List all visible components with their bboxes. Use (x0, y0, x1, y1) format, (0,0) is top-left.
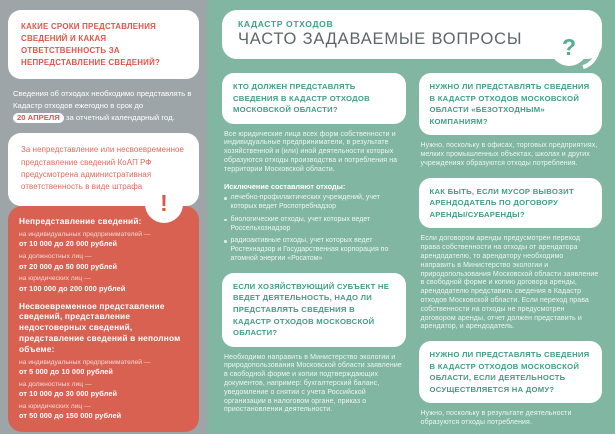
exception-item (224, 216, 404, 234)
page-title: ЧАСТО ЗАДАВАЕМЫЕ ВОПРОСЫ (238, 30, 523, 48)
fine-item (19, 403, 188, 421)
exception-text: лечебно-профилактических учреждений, учет которых ведет Роспотребнадзор (230, 194, 380, 210)
fine-label: на юридических лиц — (19, 403, 91, 411)
bullet-dot-icon (224, 197, 227, 200)
deadline-date-badge: 20 АПРЕЛЯ (13, 113, 64, 123)
answer-text: Необходимо направить в Министерство экологии и природопользования Московской области заявление в свободной форме и копии подтверждающих документов, например: бухгалтерский баланс, уведомление о снятии с учета Российской организации в налоговом органе, приказ о приостановлении деятельности. (224, 353, 402, 414)
faq-column-right (419, 73, 603, 434)
exclamation-icon: ! (145, 185, 183, 223)
fine-amount: от 100 000 до 200 000 рублей (19, 283, 126, 293)
fine-amount: от 10 000 до 30 000 рублей (19, 389, 118, 399)
fines-card (8, 206, 199, 432)
exceptions-title: Исключение составляют отходы: (224, 181, 346, 191)
fine-label: на юридических лиц — (19, 275, 91, 283)
fine-label: на индивидуальных предпринимателей — (19, 231, 151, 239)
left-column (0, 0, 207, 434)
header-kicker: КАДАСТР ОТХОДОВ (238, 19, 334, 29)
question-card: КТО ДОЛЖЕН ПРЕДСТАВЛЯТЬ СВЕДЕНИЯ В КАДАСТР ОТХОДОВ МОСКОВСКОЙ ОБЛАСТИ? (222, 73, 406, 124)
faq-columns (222, 73, 602, 434)
exception-item (224, 194, 404, 212)
exception-text: биологические отходы, учет которых ведет Россельхознадзор (230, 215, 371, 232)
question-card: НУЖНО ЛИ ПРЕДСТАВЛЯТЬ СВЕДЕНИЯ В КАДАСТР ОТХОДОВ МОСКОВСКОЙ ОБЛАСТИ, ЕСЛИ ДЕЯТЕЛЬНОСТЬ ОСУЩЕСТВЛЯЕТСЯ НА ДОМУ? (419, 341, 603, 403)
warning-card (8, 133, 199, 217)
question-card: ЕСЛИ ХОЗЯЙСТВУЮЩИЙ СУБЪЕКТ НЕ ВЕДЕТ ДЕЯТЕЛЬНОСТЬ, НАДО ЛИ ПРЕДСТАВЛЯТЬ СВЕДЕНИЯ В КАДАСТР ОТХОДОВ МОСКОВСКОЙ ОБЛАСТИ? (222, 273, 406, 347)
left-question-card: КАКИЕ СРОКИ ПРЕДСТАВЛЕНИЯ СВЕДЕНИЙ И КАКАЯ ОТВЕТСТВЕННОСТЬ ЗА НЕПРЕДСТАВЛЕНИЕ СВЕДЕНИЙ? (8, 10, 199, 79)
deadline-text-after: за отчетный календарный год. (65, 113, 175, 123)
answer-text: Если договором аренды предусмотрен переход права собственности на отходы от арендатора арендодателю, то арендатору необходимо направить в Министерство экологии и природопользования Московской области заявление в свободной форме и копию договора аренды, арендодателю представить сведения в Кадастр отходов Московской области. Если переход права собственности на отходы не предусмотрен договором аренды, отчет должен представить и арендатор, и арендодатель. (420, 235, 599, 331)
fines-title-2: Несвоевременное представление сведений, представление недостоверных сведений, представление сведений в неполном объеме: (19, 300, 181, 354)
deadline-text-before: Сведения об отходах необходимо представлять в Кадастр отходов ежегодно в срок до (13, 89, 192, 111)
fine-label: на должностных лиц — (19, 253, 92, 261)
question-mark-icon: ? (550, 28, 588, 66)
fine-item (19, 381, 188, 399)
exception-text: радиоактивные отходы, учет которых ведет Ростехнадзор и Государственная корпорация по атомной энергии «Росатом» (230, 237, 389, 263)
faq-column-middle (222, 73, 406, 434)
answer-text: Нужно, поскольку в результате деятельности образуются отходы потребления. (420, 410, 572, 427)
question-card: НУЖНО ЛИ ПРЕДСТАВЛЯТЬ СВЕДЕНИЯ В КАДАСТР ОТХОДОВ МОСКОВСКОЙ ОБЛАСТИ «БЕЗОТХОДНЫМ» КОМПАНИЯМ? (419, 73, 603, 135)
fine-amount: от 50 000 до 150 000 рублей (19, 411, 122, 421)
fine-amount: от 20 000 до 50 000 рублей (19, 261, 118, 271)
warning-text: За непредставление или несвоевременное представление сведений КоАП РФ предусмотрена административная ответственность в виде штрафа (21, 145, 185, 191)
exception-item (224, 237, 404, 263)
question-card: КАК БЫТЬ, ЕСЛИ МУСОР ВЫВОЗИТ АРЕНДОДАТЕЛЬ ПО ДОГОВОРУ АРЕНДЫ/СУБАРЕНДЫ? (419, 178, 603, 229)
main-area (207, 0, 615, 434)
question-bubble-icon (550, 24, 602, 76)
answer-text: Все юридические лица всех форм собственности и индивидуальные предприниматели, в результате хозяйственной и (или) иной деятельности которых образуются отходы производства и потребления на территории Московской области. (224, 130, 398, 173)
bullet-dot-icon (224, 219, 227, 222)
deadline-paragraph (13, 88, 194, 124)
answer-text: Нужно, поскольку в офисах, торговых предприятиях, мелких промышленных объектах, школах и других учреждениях образуются отходы потребления. (420, 142, 598, 167)
fine-item (19, 253, 188, 271)
fine-item (19, 231, 188, 249)
fine-label: на индивидуальных предпринимателей — (19, 358, 151, 366)
fine-amount: от 10 000 до 20 000 рублей (19, 239, 118, 249)
bullet-dot-icon (224, 240, 227, 243)
fines-title-1: Непредставление сведений: (19, 216, 142, 227)
fine-item (19, 275, 188, 293)
fine-label: на должностных лиц — (19, 380, 92, 388)
fine-amount: от 5 000 до 10 000 рублей (19, 366, 113, 376)
header-card (222, 10, 602, 59)
fine-item (19, 359, 188, 377)
